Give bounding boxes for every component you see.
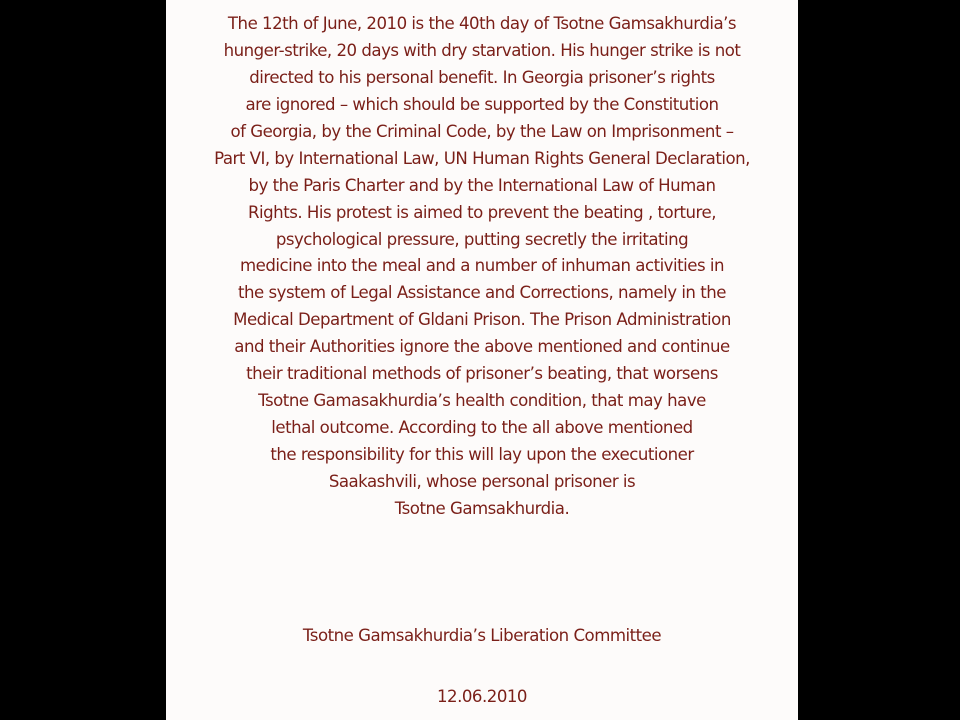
statement-line: directed to his personal benefit. In Georgia prisoner’s rights (249, 67, 715, 87)
statement-line: Saakashvili, whose personal prisoner is (328, 471, 636, 491)
statement-line: by the Paris Charter and by the International Law of Human (248, 175, 716, 195)
statement-line: lethal outcome. According to the all above mentioned (271, 418, 693, 438)
statement-line: Tsotne Gamsakhurdia. (394, 498, 570, 518)
statement-line: Rights. His protest is aimed to prevent the beating , torture, (248, 202, 716, 222)
statement-line: hunger-strike, 20 days with dry starvation. His hunger strike is not (223, 40, 741, 60)
statement-line: and their Authorities ignore the above mentioned and continue (234, 337, 730, 357)
document-page (166, 0, 798, 720)
statement-line: are ignored – which should be supported by the Constitution (245, 94, 719, 114)
statement-line: psychological pressure, putting secretly the irritating (275, 229, 689, 249)
statement-body (166, 11, 798, 523)
document-date: 12.06.2010 (436, 687, 527, 706)
statement-line: of Georgia, by the Criminal Code, by the Law on Imprisonment – (230, 121, 734, 141)
statement-line: their traditional methods of prisoner’s beating, that worsens (246, 364, 718, 384)
statement-line: Part VI, by International Law, UN Human Rights General Declaration, (214, 148, 750, 168)
statement-line: Tsotne Gamasakhurdia’s health condition, that may have (258, 391, 706, 411)
statement-line: the responsibility for this will lay upon the executioner (270, 445, 694, 464)
statement-line: the system of Legal Assistance and Corrections, namely in the (238, 283, 726, 303)
signature-line: Tsotne Gamsakhurdia’s Liberation Committee (302, 626, 662, 645)
statement-line: Medical Department of Gldani Prison. The Prison Administration (233, 310, 731, 330)
statement-line: medicine into the meal and a number of inhuman activities in (240, 256, 724, 276)
statement-line: The 12th of June, 2010 is the 40th day of Tsotne Gamsakhurdia’s (227, 14, 737, 33)
